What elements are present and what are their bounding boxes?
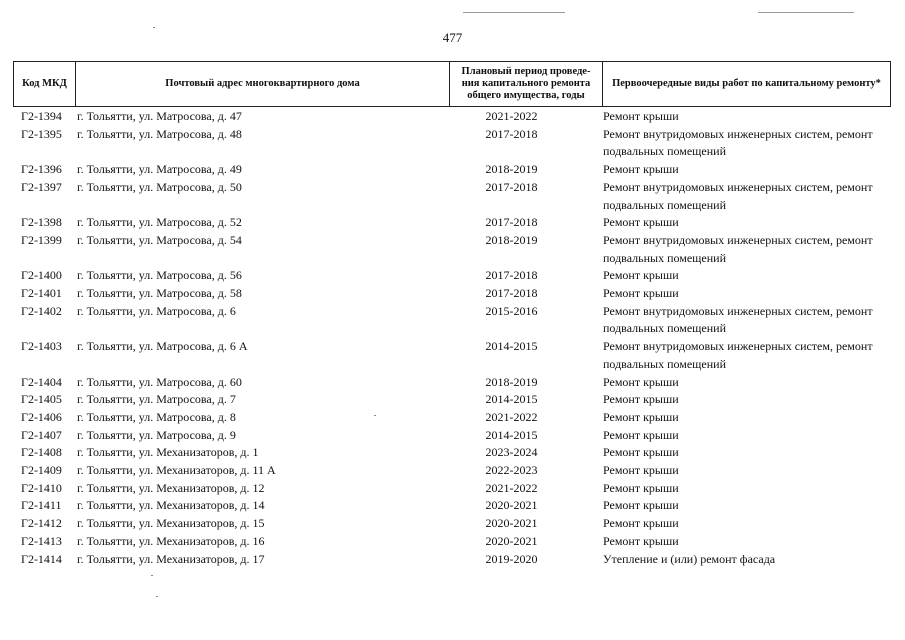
row-code: Г2-1414 — [21, 551, 62, 566]
row-period: 2017-2018 — [485, 126, 538, 141]
table-row — [0, 444, 905, 462]
row-address: г. Тольятти, ул. Матросова, д. 8 — [77, 409, 236, 424]
row-address: г. Тольятти, ул. Матросова, д. 6 — [77, 303, 236, 318]
table-row — [0, 303, 905, 338]
table-row — [0, 374, 905, 392]
row-period: 2018-2019 — [485, 232, 538, 247]
row-works: Ремонт крыши — [603, 463, 679, 478]
row-address: г. Тольятти, ул. Матросова, д. 50 — [77, 179, 242, 194]
header-code: Код МКД — [22, 78, 67, 89]
row-period: 2019-2020 — [485, 551, 538, 566]
row-period: 2021-2022 — [485, 480, 538, 495]
row-code: Г2-1405 — [21, 392, 62, 407]
row-code: Г2-1403 — [21, 339, 62, 354]
row-code: Г2-1397 — [21, 179, 62, 194]
scan-artifact-dot — [153, 27, 155, 28]
row-works: Утепление и (или) ремонт фасада — [603, 551, 776, 566]
row-works: Ремонт крыши — [603, 516, 679, 531]
row-period: 2020-2021 — [485, 516, 538, 531]
row-period: 2017-2018 — [485, 215, 538, 230]
row-works: Ремонт крыши — [603, 533, 679, 548]
scan-artifact-line-left — [463, 12, 565, 13]
row-period: 2023-2024 — [485, 445, 538, 460]
table-row — [0, 462, 905, 480]
row-works: Ремонт крыши — [603, 498, 679, 513]
row-period: 2014-2015 — [485, 339, 538, 354]
row-works: Ремонт внутридомовых инженерных систем, ремонт подвальных помещений — [603, 303, 873, 336]
row-code: Г2-1398 — [21, 215, 62, 230]
row-code: Г2-1400 — [21, 268, 62, 283]
row-address: г. Тольятти, ул. Матросова, д. 56 — [77, 268, 242, 283]
table-row — [0, 232, 905, 267]
row-works: Ремонт внутридомовых инженерных систем, ремонт подвальных помещений — [603, 179, 873, 212]
row-code: Г2-1404 — [21, 374, 62, 389]
table-row — [0, 551, 905, 569]
row-period: 2021-2022 — [485, 109, 538, 123]
table-row — [0, 338, 905, 373]
row-address: г. Тольятти, ул. Механизаторов, д. 17 — [77, 551, 265, 566]
row-address: г. Тольятти, ул. Механизаторов, д. 11 А — [77, 463, 276, 478]
row-code: Г2-1408 — [21, 445, 62, 460]
table-row — [0, 161, 905, 179]
row-period: 2014-2015 — [485, 392, 538, 407]
row-address: г. Тольятти, ул. Матросова, д. 47 — [77, 109, 242, 123]
table-row — [0, 409, 905, 427]
row-works: Ремонт крыши — [603, 374, 679, 389]
page-number: 477 — [442, 30, 463, 45]
table-row — [0, 285, 905, 303]
row-works: Ремонт крыши — [603, 215, 679, 230]
row-period: 2014-2015 — [485, 427, 538, 442]
table-header — [13, 61, 891, 107]
row-works: Ремонт внутридомовых инженерных систем, ремонт подвальных помещений — [603, 339, 873, 371]
row-code: Г2-1399 — [21, 232, 62, 247]
row-period: 2022-2023 — [485, 463, 538, 478]
table-row — [0, 108, 905, 126]
table-row — [0, 533, 905, 551]
row-address: г. Тольятти, ул. Матросова, д. 48 — [77, 126, 242, 141]
row-period: 2020-2021 — [485, 498, 538, 513]
row-period: 2017-2018 — [485, 286, 538, 301]
row-period: 2018-2019 — [485, 374, 538, 389]
row-address: г. Тольятти, ул. Матросова, д. 6 А — [77, 339, 248, 354]
row-address: г. Тольятти, ул. Механизаторов, д. 15 — [77, 516, 265, 531]
scan-artifact-line-right — [758, 12, 854, 13]
table-body — [0, 108, 905, 568]
row-code: Г2-1396 — [21, 162, 62, 177]
table-row — [0, 179, 905, 214]
row-period: 2018-2019 — [485, 162, 538, 177]
row-period: 2021-2022 — [485, 409, 538, 424]
table-row — [0, 391, 905, 409]
table-row — [0, 214, 905, 232]
row-address: г. Тольятти, ул. Матросова, д. 52 — [77, 215, 242, 230]
row-code: Г2-1401 — [21, 286, 62, 301]
table-row — [0, 515, 905, 533]
row-address: г. Тольятти, ул. Механизаторов, д. 1 — [77, 445, 259, 460]
row-address: г. Тольятти, ул. Механизаторов, д. 12 — [77, 480, 265, 495]
header-works: Первоочередные виды работ по капитальному ремонту* — [602, 62, 890, 106]
row-works: Ремонт крыши — [603, 109, 679, 123]
row-works: Ремонт крыши — [603, 286, 679, 301]
row-works: Ремонт крыши — [603, 480, 679, 495]
table-row — [0, 267, 905, 285]
row-period: 2015-2016 — [485, 303, 538, 318]
scan-artifact-dot — [156, 596, 158, 597]
row-code: Г2-1411 — [21, 498, 62, 513]
row-period: 2017-2018 — [485, 179, 538, 194]
row-period: 2020-2021 — [485, 533, 538, 548]
row-code: Г2-1395 — [21, 126, 62, 141]
row-works: Ремонт крыши — [603, 445, 679, 460]
row-code: Г2-1407 — [21, 427, 62, 442]
row-address: г. Тольятти, ул. Механизаторов, д. 14 — [77, 498, 265, 513]
row-works: Ремонт крыши — [603, 409, 679, 424]
row-address: г. Тольятти, ул. Механизаторов, д. 16 — [77, 533, 265, 548]
row-address: г. Тольятти, ул. Матросова, д. 7 — [77, 392, 236, 407]
table-row — [0, 497, 905, 515]
row-works: Ремонт крыши — [603, 162, 679, 177]
table-row — [0, 427, 905, 445]
row-works: Ремонт крыши — [603, 268, 679, 283]
row-works: Ремонт крыши — [603, 392, 679, 407]
header-period: Плановый период проведе-ния капитального ремонта общего имущества, годы — [449, 62, 602, 106]
row-address: г. Тольятти, ул. Матросова, д. 9 — [77, 427, 236, 442]
row-address: г. Тольятти, ул. Матросова, д. 60 — [77, 374, 242, 389]
row-works: Ремонт внутридомовых инженерных систем, ремонт подвальных помещений — [603, 126, 873, 159]
row-code: Г2-1394 — [21, 109, 62, 123]
table-row — [0, 480, 905, 498]
row-code: Г2-1410 — [21, 480, 62, 495]
scan-artifact-dot — [151, 575, 153, 576]
row-code: Г2-1409 — [21, 463, 62, 478]
row-code: Г2-1406 — [21, 409, 62, 424]
row-code: Г2-1413 — [21, 533, 62, 548]
row-period: 2017-2018 — [485, 268, 538, 283]
row-code: Г2-1412 — [21, 516, 62, 531]
row-address: г. Тольятти, ул. Матросова, д. 49 — [77, 162, 242, 177]
table-row — [0, 126, 905, 161]
row-works: Ремонт крыши — [603, 427, 679, 442]
row-code: Г2-1402 — [21, 303, 62, 318]
row-address: г. Тольятти, ул. Матросова, д. 54 — [77, 232, 242, 247]
row-works: Ремонт внутридомовых инженерных систем, ремонт подвальных помещений — [603, 232, 873, 265]
row-address: г. Тольятти, ул. Матросова, д. 58 — [77, 286, 242, 301]
header-address: Почтовый адрес многоквартирного дома — [75, 62, 449, 106]
